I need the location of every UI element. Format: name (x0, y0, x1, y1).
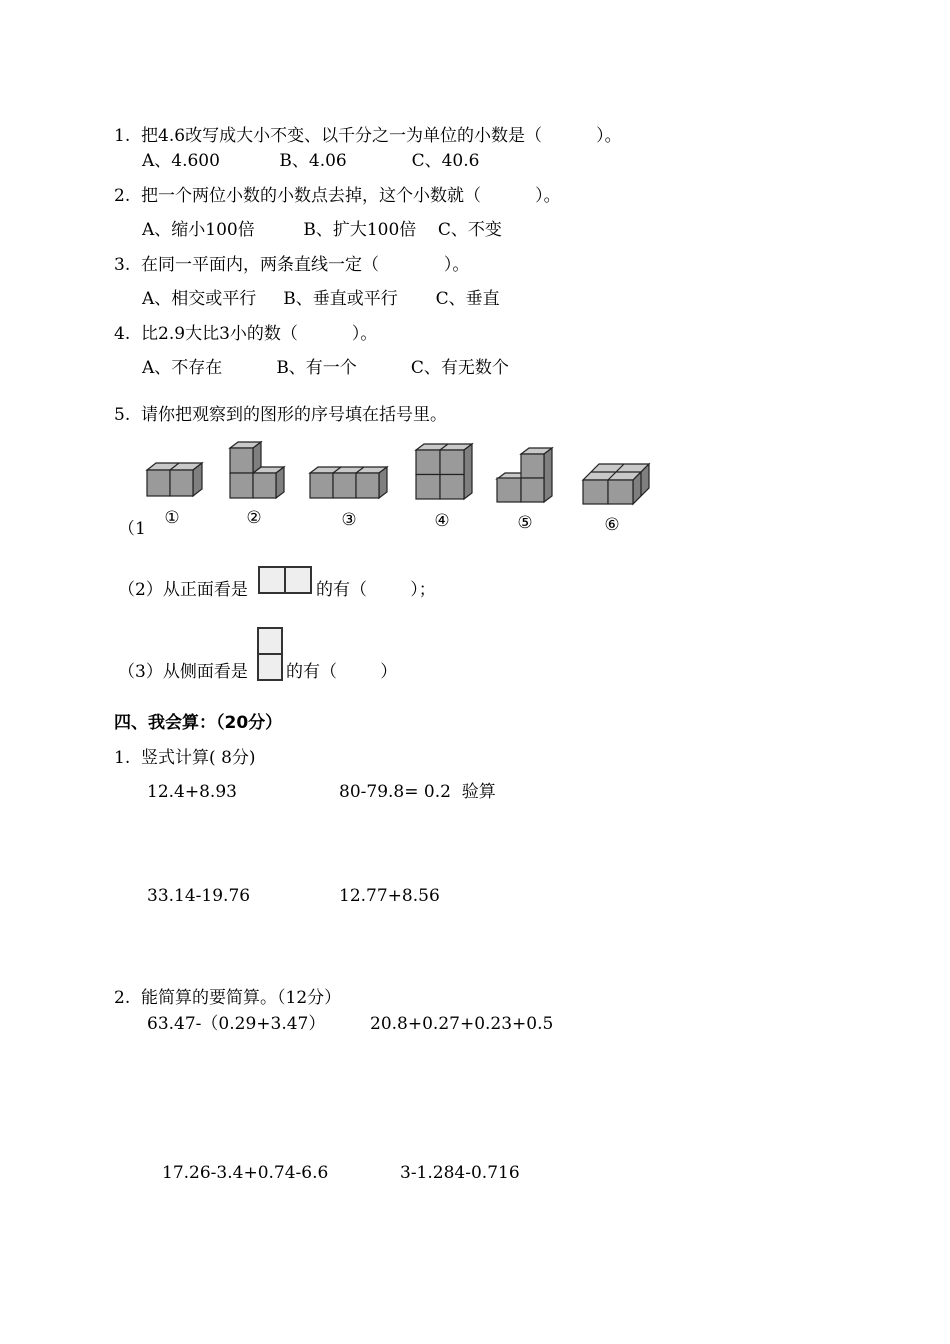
calc-1d: 12.77+8.56 (339, 886, 440, 906)
calc-1c: 33.14-19.76 (147, 886, 251, 906)
calc-2d: 3-1.284-0.716 (400, 1163, 520, 1183)
figure-2 (230, 442, 284, 498)
calc-2c: 17.26-3.4+0.74-6.6 (162, 1163, 329, 1183)
figure-4 (416, 444, 472, 499)
question-1-options: A、4.600 B、4.06 C、40.6 (142, 151, 480, 171)
question-2-options: A、缩小100倍 B、扩大100倍 C、不变 (142, 220, 502, 240)
front-view-icon (258, 566, 312, 594)
sub-question-1-label: （1 (118, 520, 146, 536)
calc-2b: 20.8+0.27+0.23+0.5 (370, 1014, 554, 1034)
figure-1 (147, 463, 202, 496)
figure-label-6: ⑥ (604, 515, 620, 535)
part-2-heading: 2. 能简算的要简算。（12分） (114, 988, 342, 1008)
figure-6 (583, 464, 649, 504)
part-1-heading: 1. 竖式计算( 8分) (114, 748, 256, 768)
figure-label-4: ④ (434, 511, 450, 531)
sub-question-3-text: （3）从侧面看是 (118, 662, 248, 682)
question-1-stem: 1. 把4.6改写成大小不变、以千分之一为单位的小数是（ ）。 (114, 126, 622, 146)
figure-label-3: ③ (341, 510, 357, 530)
sub-question-2-answer: 的有（ ）； (316, 580, 436, 600)
question-4-stem: 4. 比2.9大比3小的数（ ）。 (114, 324, 378, 344)
sub-question-3-answer: 的有（ ） (286, 662, 398, 682)
question-2-stem: 2. 把一个两位小数的小数点去掉，这个小数就（ ）。 (114, 186, 561, 206)
question-5-stem: 5. 请你把观察到的图形的序号填在括号里。 (114, 405, 448, 425)
calc-2a: 63.47-（0.29+3.47） (147, 1014, 326, 1034)
question-3-options: A、相交或平行 B、垂直或平行 C、垂直 (142, 289, 500, 309)
question-4-options: A、不存在 B、有一个 C、有无数个 (142, 358, 509, 378)
figure-label-5: ⑤ (517, 513, 533, 533)
section-4-title: 四、我会算：（20分） (114, 713, 283, 733)
calc-1b: 80-79.8= 0.2 验算 (339, 782, 496, 802)
sub-question-2-text: （2）从正面看是 (118, 580, 248, 600)
side-view-icon (257, 627, 283, 681)
figure-3 (310, 467, 387, 498)
question-3-stem: 3. 在同一平面内，两条直线一定（ ）。 (114, 255, 470, 275)
figure-label-1: ① (164, 508, 180, 528)
sub-question-1-clipped (118, 520, 518, 536)
calc-1a: 12.4+8.93 (147, 782, 237, 802)
figure-5 (497, 448, 552, 502)
figure-label-2: ② (246, 508, 262, 528)
